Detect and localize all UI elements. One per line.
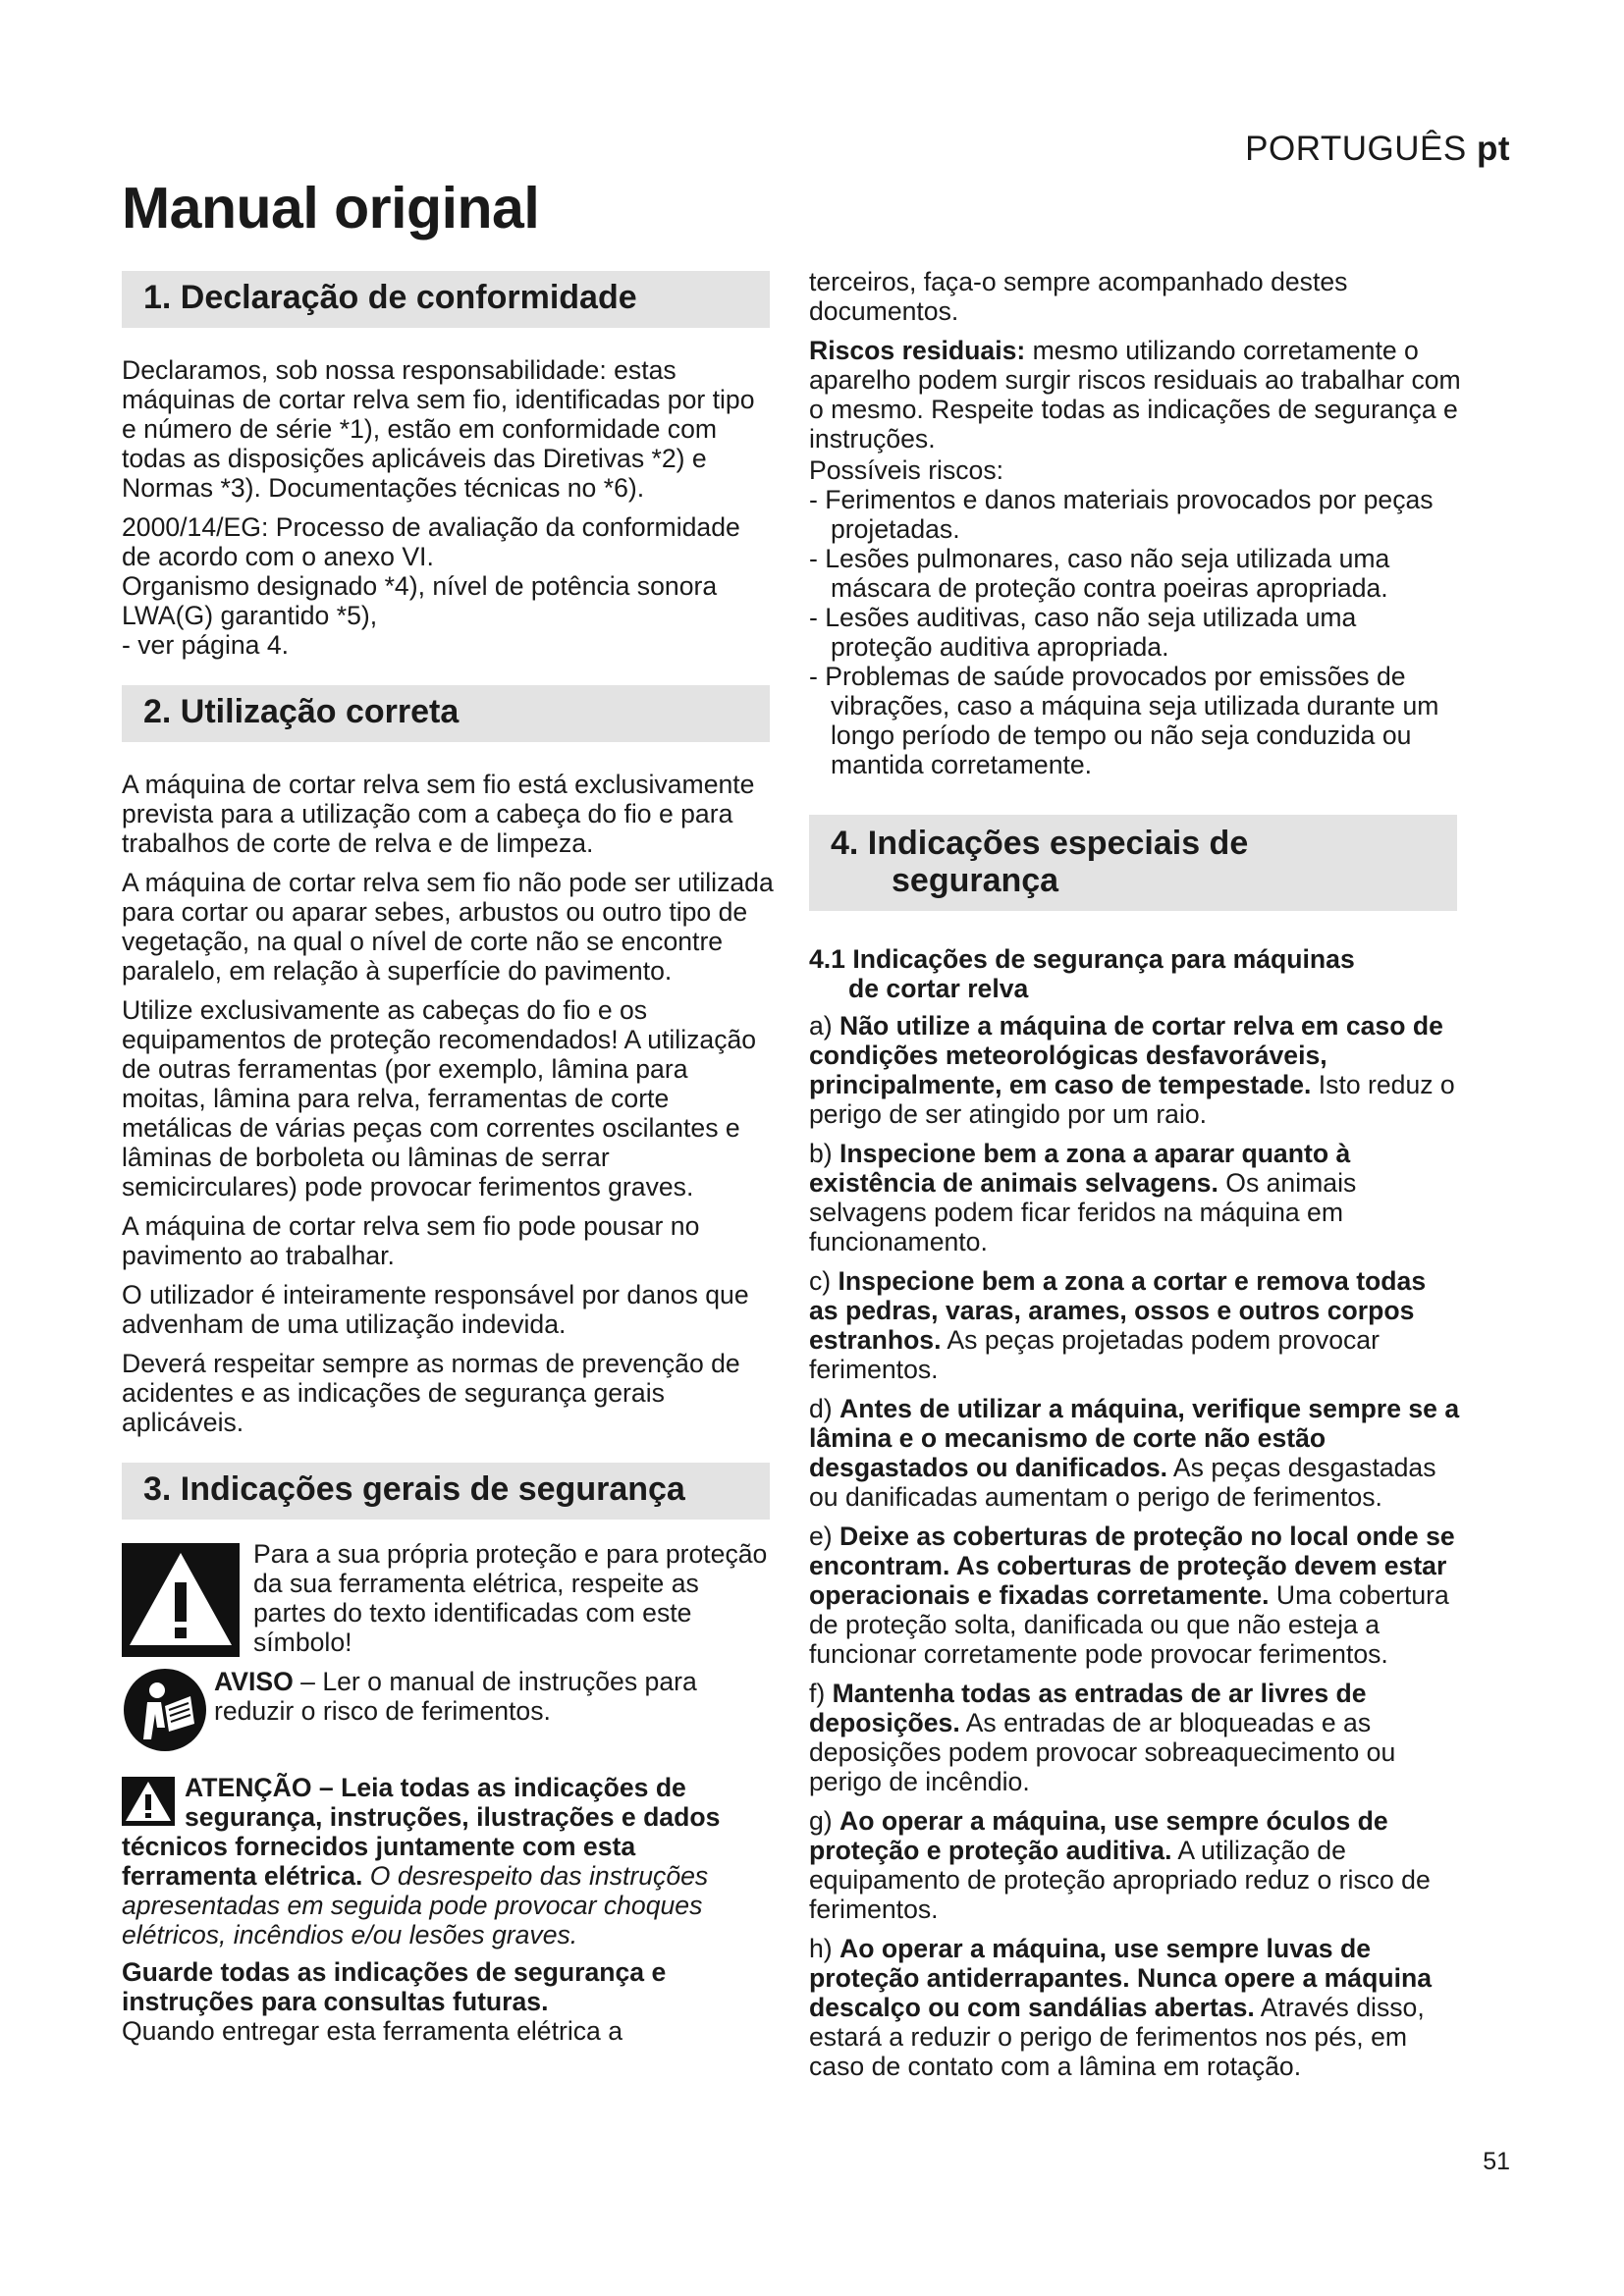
aviso-text <box>214 1667 774 1726</box>
guarde-paragraph <box>122 1957 774 2046</box>
safety-item-a <box>809 1011 1462 1129</box>
sec1-conformity-paragraph <box>122 512 774 660</box>
sec1-sound-power-line: Organismo designado *4), nível de potência sonora LWA(G) garantido *5), <box>122 571 718 630</box>
warning-triangle-icon <box>122 1543 240 1657</box>
item-letter: e) <box>809 1522 840 1551</box>
list-item: - Lesões pulmonares, caso não seja utilizada uma máscara de proteção contra poeiras apropriada. <box>809 544 1390 603</box>
sec2-paragraph: A máquina de cortar relva sem fio está exclusivamente prevista para a utilização com a cabeça do fio e para trabalhos de corte de relva e de limpeza. <box>122 770 755 858</box>
safety-item-b <box>809 1139 1462 1256</box>
guarde-continuation: terceiros, faça-o sempre acompanhado destes documentos. <box>809 267 1348 326</box>
item-text: As entradas de ar bloqueadas e as deposições podem provocar sobreaquecimento ou perigo de incêndio. <box>809 1708 1396 1796</box>
sec2-paragraph: A máquina de cortar relva sem fio pode pousar no pavimento ao trabalhar. <box>122 1211 700 1270</box>
item-bold: Inspecione bem a zona a cortar e remova todas as pedras, varas, arames, ossos e outros corpos estranhos. <box>809 1266 1427 1355</box>
subsection-heading-line1: 4.1 Indicações de segurança para máquinas <box>809 944 1355 974</box>
item-bold: Antes de utilizar a máquina, verifique sempre se a lâmina e o mecanismo de corte não estão desgastados ou danificados. <box>809 1394 1460 1482</box>
subsection-heading-line2: de cortar relva <box>848 974 1029 1003</box>
item-text: A utilização de equipamento de proteção apropriado reduz o risco de ferimentos. <box>809 1836 1431 1924</box>
item-text: Através disso, estará a reduzir o perigo de ferimentos nos pés, em caso de contato com a lâmina em rotação. <box>809 1993 1425 2081</box>
sec2-paragraph: Deverá respeitar sempre as normas de prevenção de acidentes e as indicações de segurança gerais aplicáveis. <box>122 1349 740 1437</box>
guarde-bold-text: Guarde todas as indicações de segurança e instruções para consultas futuras. <box>122 1957 667 2016</box>
item-letter: d) <box>809 1394 840 1423</box>
safety-item-c <box>809 1266 1462 1384</box>
list-item: - Lesões auditivas, caso não seja utilizada uma proteção auditiva apropriada. <box>809 603 1357 662</box>
item-bold: Inspecione bem a zona a aparar quanto à existência de animais selvagens. <box>809 1139 1351 1198</box>
sec2-paragraph: Utilize exclusivamente as cabeças do fio e os equipamentos de proteção recomendados! A utilização de outras ferramentas (por exemplo, lâmina para moitas, lâmina para relva, ferramentas de corte metálicas de várias peças com correntes oscilantes e lâminas de borboleta ou lâminas de serrar semicirculares) pode provocar ferimentos graves. <box>122 995 757 1201</box>
read-manual-block <box>122 1667 774 1755</box>
item-bold: Deixe as coberturas de proteção no local onde se encontram. As coberturas de proteção devem estar operacionais e fixadas corretamente. <box>809 1522 1455 1610</box>
warning-symbol-block <box>122 1539 774 1657</box>
list-item: - Ferimentos e danos materiais provocados por peças projetadas. <box>809 485 1434 544</box>
safety-item-e <box>809 1522 1462 1669</box>
item-text: Uma cobertura de proteção solta, danificada ou que não esteja a funcionar corretamente pode provocar ferimentos. <box>809 1580 1449 1669</box>
section-4-heading <box>809 815 1457 911</box>
subsection-4-1-heading <box>809 944 1462 1003</box>
safety-item-h <box>809 1934 1462 2081</box>
risks-list <box>809 485 1462 779</box>
list-item: - Problemas de saúde provocados por emissões de vibrações, caso a máquina seja utilizada durante um longo período de tempo ou não seja conduzida ou mantida corretamente. <box>809 662 1439 779</box>
read-manual-icon <box>122 1667 208 1753</box>
safety-item-d <box>809 1394 1462 1512</box>
item-bold: Não utilize a máquina de cortar relva em caso de condições meteorológicas desfavoráveis, principalmente, em caso de tempestade. <box>809 1011 1443 1099</box>
section-4-heading-line2: segurança <box>892 862 1059 899</box>
item-letter: b) <box>809 1139 840 1168</box>
warning-triangle-small-icon <box>122 1777 175 1826</box>
sec1-conformity-line: 2000/14/EG: Processo de avaliação da conformidade de acordo com o anexo VI. <box>122 512 740 571</box>
atencao-bold-text: ATENÇÃO – Leia todas as indicações de segurança, instruções, ilustrações e dados técnicos fornecidos juntamente com esta ferramenta elétrica. <box>122 1773 721 1891</box>
item-bold: Ao operar a máquina, use sempre luvas de proteção antiderrapantes. Nunca opere a máquina descalço ou com sandálias abertas. <box>809 1934 1432 2022</box>
item-letter: a) <box>809 1011 840 1041</box>
sec2-paragraph: O utilizador é inteiramente responsável por danos que advenham de uma utilização indevida. <box>122 1280 749 1339</box>
item-text: As peças desgastadas ou danificadas aumentam o perigo de ferimentos. <box>809 1453 1436 1512</box>
language-code: pt <box>1476 130 1510 168</box>
language-name: PORTUGUÊS <box>1245 130 1467 168</box>
warning-symbol-text: Para a sua própria proteção e para proteção da sua ferramenta elétrica, respeite as partes do texto identificadas com este símbolo! <box>253 1539 768 1657</box>
item-letter: h) <box>809 1934 840 1963</box>
atencao-italic-text: O desrespeito das instruções apresentadas em seguida pode provocar choques elétricos, incêndios e/ou lesões graves. <box>122 1861 709 1949</box>
riscos-label: Riscos residuais: <box>809 336 1026 365</box>
section-2-heading: 2. Utilização correta <box>122 685 770 742</box>
sec2-paragraph: A máquina de cortar relva sem fio não pode ser utilizada para cortar ou aparar sebes, arbustos ou outro tipo de vegetação, na qual o nível de corte não se encontre paralelo, em relação à superfície do pavimento. <box>122 868 774 986</box>
sec1-see-page-line: - ver página 4. <box>122 630 290 660</box>
item-text: Os animais selvagens podem ficar feridos na máquina em funcionamento. <box>809 1168 1357 1256</box>
item-bold: Mantenha todas as entradas de ar livres de deposições. <box>809 1679 1367 1737</box>
item-text: As peças projetadas podem provocar ferimentos. <box>809 1325 1380 1384</box>
atencao-paragraph <box>122 1773 774 1949</box>
language-label <box>1245 130 1510 169</box>
page-number: 51 <box>1483 2148 1510 2175</box>
section-4-heading-line1: 4. Indicações especiais de <box>831 825 1249 862</box>
riscos-paragraph <box>809 336 1462 454</box>
section-1-heading: 1. Declaração de conformidade <box>122 271 770 328</box>
possiveis-riscos-label: Possíveis riscos: <box>809 455 1004 485</box>
page-title: Manual original <box>122 176 540 240</box>
item-letter: f) <box>809 1679 833 1708</box>
item-letter: g) <box>809 1806 840 1836</box>
item-letter: c) <box>809 1266 839 1296</box>
item-text: Isto reduz o perigo de ser atingido por um raio. <box>809 1070 1455 1129</box>
item-bold: Ao operar a máquina, use sempre óculos de proteção e proteção auditiva. <box>809 1806 1388 1865</box>
sec1-paragraph: Declaramos, sob nossa responsabilidade: estas máquinas de cortar relva sem fio, identificadas por tipo e número de série *1), estão em conformidade com todas as disposições aplicáveis das Diretivas *2) e Normas *3). Documentações técnicas no *6). <box>122 355 755 503</box>
safety-item-f <box>809 1679 1462 1796</box>
safety-item-g <box>809 1806 1462 1924</box>
section-3-heading: 3. Indicações gerais de segurança <box>122 1463 770 1520</box>
guarde-text: Quando entregar esta ferramenta elétrica a <box>122 2016 623 2046</box>
right-column <box>809 267 1462 2091</box>
left-column <box>122 271 774 2056</box>
riscos-text: mesmo utilizando corretamente o aparelho podem surgir riscos residuais ao trabalhar com o mesmo. Respeite todas as indicações de segurança e instruções. <box>809 336 1461 454</box>
aviso-label: AVISO <box>214 1667 294 1696</box>
aviso-description: – Ler o manual de instruções para reduzir o risco de ferimentos. <box>214 1667 697 1726</box>
